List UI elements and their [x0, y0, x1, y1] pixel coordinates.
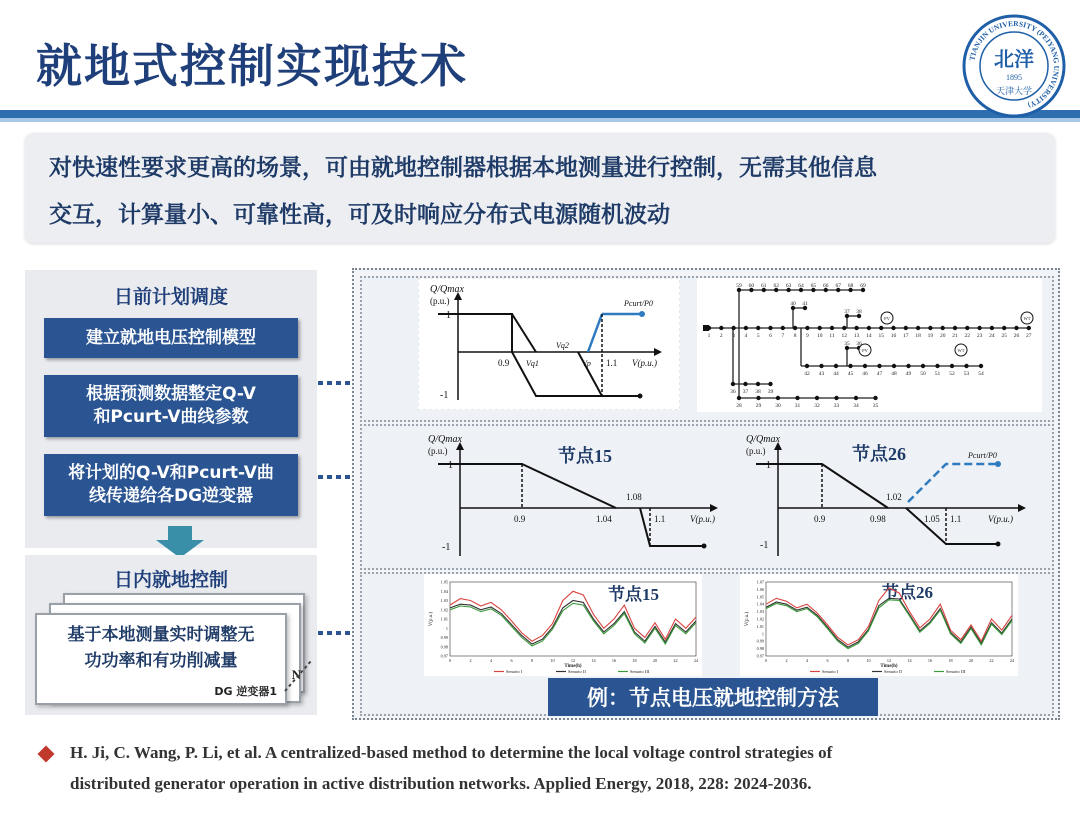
mid-branch-label: 46	[862, 371, 868, 377]
top-branch-label: 59	[736, 283, 742, 289]
x-tick-label: 4	[805, 658, 809, 663]
x-tick-label: 18	[632, 658, 637, 663]
top-branch-label: 69	[860, 283, 866, 289]
qv-x11: 1.1	[606, 358, 618, 368]
generator-label: PV	[884, 316, 890, 321]
n26-x098: 0.98	[870, 514, 886, 524]
n15-yneg1: -1	[442, 542, 451, 553]
main-bus-node	[768, 326, 772, 330]
top-branch-label: 65	[810, 283, 817, 289]
reference-line-2: distributed generator operation in active distribution networks. Applied Energy, 2018, 228: 2024-2036.	[70, 774, 812, 793]
inverter-card-line2: 功功率和有功削减量	[84, 650, 238, 671]
branch-36-node	[743, 382, 747, 386]
main-bus-label: 7	[781, 333, 785, 339]
qv-curve-diagram	[418, 278, 680, 410]
y-tick-label: 0.99	[756, 638, 764, 644]
top-branch-label: 67	[835, 283, 841, 289]
x-tick-label: 0	[448, 658, 452, 663]
main-bus-node	[842, 326, 846, 330]
n26-x11: 1.1	[950, 514, 962, 524]
main-bus-label: 2	[719, 333, 723, 339]
x-tick-label: 16	[611, 658, 617, 663]
branch-35-label: 36	[856, 341, 862, 347]
n15-title: 节点15	[558, 446, 612, 466]
y-tick-label: 1.01	[756, 623, 764, 629]
n26-ylabel: Q/Qmax	[746, 434, 780, 445]
intro-line-1: 对快速性要求更高的场景，可由就地控制器根据本地测量进行控制，无需其他信息	[49, 155, 877, 181]
generator-label: WT	[1023, 316, 1031, 321]
bottom-branch-label: 34	[853, 403, 859, 409]
main-bus-label: 19	[927, 333, 934, 339]
inverter-card-label: DG 逆变器1	[214, 685, 277, 698]
step-send-curves-line2: 线传递给各DG逆变器	[88, 486, 254, 506]
main-bus-node	[744, 326, 748, 330]
intro-box	[25, 133, 1055, 243]
mid-branch-label: 49	[905, 371, 912, 377]
main-bus-label: 6	[769, 333, 772, 339]
y-tick-label: 1.04	[440, 588, 448, 594]
main-bus-node	[1014, 326, 1018, 330]
main-bus-node	[928, 326, 932, 330]
main-bus-node	[977, 326, 981, 330]
qv-yunit: (p.u.)	[430, 296, 450, 306]
main-bus-label: 16	[890, 333, 897, 339]
n15-x09: 0.9	[514, 514, 526, 524]
branch-37-label: 38	[856, 309, 862, 315]
logo-year: 1895	[1006, 73, 1022, 82]
n15-x108: 1.08	[626, 492, 642, 502]
bottom-branch-node	[795, 396, 799, 400]
main-bus-node	[953, 326, 957, 330]
y-tick-label: 1	[445, 625, 448, 631]
branch-36-label: 39	[767, 389, 774, 395]
intro-line-2: 交互，计算量小、可靠性高，可及时响应分布式电源随机波动	[49, 202, 670, 228]
y-tick-label: 1	[761, 631, 764, 637]
legend-label: Senario I	[506, 669, 523, 674]
bottom-branch-label: 32	[814, 403, 820, 409]
legend-label: Senario II	[884, 669, 902, 674]
mid-branch-label: 52	[949, 371, 955, 377]
y-axis-label: V(p.u.)	[429, 611, 434, 627]
generator-label: WT	[957, 348, 965, 353]
main-bus-label: 24	[989, 333, 995, 339]
page-title: 就地式控制实现技术	[36, 39, 468, 93]
step-send-curves-line1: 将计划的Q-V和Pcurt-V曲	[68, 463, 274, 484]
step-build-model	[44, 318, 298, 358]
mid-branch-label: 43	[818, 371, 825, 377]
x-tick-label: 8	[530, 658, 534, 663]
n26-xlabel: V(p.u.)	[988, 514, 1013, 524]
branch-40-label: 40	[790, 301, 796, 307]
main-bus-label: 9	[806, 333, 809, 339]
bottom-branch-node	[756, 396, 760, 400]
x-tick-label: 18	[948, 658, 953, 663]
step-send-curves	[44, 454, 298, 516]
step-set-curves-line1: 根据预测数据整定Q-V	[86, 384, 256, 405]
legend-label: Senario III	[946, 669, 966, 674]
n26-y1: 1	[766, 460, 771, 471]
top-branch-label: 62	[773, 283, 779, 289]
university-logo	[962, 14, 1066, 118]
bottom-branch-label: 30	[775, 403, 781, 409]
main-bus-node	[904, 326, 908, 330]
n26-x102: 1.02	[886, 492, 902, 502]
mid-branch-label: 45	[847, 371, 854, 377]
branch-35-label: 35	[844, 341, 850, 347]
x-tick-label: 6	[510, 658, 513, 663]
main-bus-node	[867, 326, 871, 330]
branch-36-node	[731, 382, 735, 386]
mid-branch-label: 53	[963, 371, 970, 377]
node15-curve	[418, 430, 718, 562]
y-tick-label: 1.01	[440, 616, 448, 622]
legend-label: Senario I	[822, 669, 839, 674]
qv-xv2: Vq2	[556, 341, 569, 350]
mid-branch-node	[979, 364, 983, 368]
main-bus-node	[805, 326, 809, 330]
branch-40-label: 41	[802, 301, 808, 307]
y-tick-label: 1.03	[440, 598, 448, 603]
main-bus-label: 13	[853, 333, 860, 339]
step-set-curves	[44, 375, 298, 437]
main-bus-node	[1027, 326, 1031, 330]
y-tick-label: 0.97	[756, 653, 764, 659]
logo-ring-text: TIANJIN UNIVERSITY (PEIYANG UNIVERSITY)	[967, 18, 1062, 111]
vchart0-title: 节点15	[608, 585, 659, 604]
main-bus-node	[965, 326, 969, 330]
main-bus-label: 23	[976, 333, 983, 339]
qv-yneg1: -1	[440, 390, 449, 401]
bottom-branch-node	[815, 396, 819, 400]
mid-branch-label: 51	[934, 371, 941, 377]
mid-branch-node	[950, 364, 954, 368]
y-tick-label: 0.98	[440, 644, 448, 650]
main-bus-label: 10	[816, 333, 823, 339]
x-axis-label: Time(h)	[880, 664, 898, 669]
step-set-curves-line2: 和Pcurt-V曲线参数	[93, 407, 249, 427]
n26-x09: 0.9	[814, 514, 826, 524]
mid-branch-node	[906, 364, 910, 368]
mid-branch-node	[848, 364, 852, 368]
x-tick-label: 22	[673, 658, 678, 663]
bottom-branch-label: 31	[794, 403, 801, 409]
main-bus-node	[879, 326, 883, 330]
y-axis-label: V(p.u.)	[745, 611, 750, 627]
x-tick-label: 24	[1009, 658, 1015, 663]
network-diagram	[697, 278, 1042, 412]
main-bus-label: 14	[866, 333, 872, 339]
x-tick-label: 10	[866, 658, 871, 663]
n26-yunit: (p.u.)	[746, 446, 766, 456]
mid-branch-label: 47	[876, 371, 883, 377]
y-tick-label: 0.99	[440, 635, 448, 640]
y-tick-label: 1.05	[756, 594, 764, 600]
qv-pcurt: Pcurt/P0	[624, 299, 653, 308]
y-tick-label: 1.03	[756, 609, 764, 615]
bottom-branch-node	[834, 396, 838, 400]
title-rule	[0, 110, 1080, 118]
branch-36-node	[768, 382, 772, 386]
main-bus-label: 15	[878, 333, 884, 339]
mid-branch-label: 42	[804, 371, 810, 377]
x-tick-label: 20	[968, 658, 974, 663]
mid-branch-node	[877, 364, 881, 368]
main-bus-node	[1002, 326, 1006, 330]
y-tick-label: 1.07	[756, 579, 764, 585]
top-branch-label: 66	[823, 283, 829, 289]
top-branch-label: 68	[847, 283, 854, 289]
intraday-title: 日内就地控制	[113, 569, 228, 591]
y-tick-label: 0.97	[440, 653, 448, 659]
main-bus-label: 27	[1026, 333, 1032, 339]
bottom-branch-label: 35	[872, 403, 879, 409]
x-tick-label: 0	[764, 658, 768, 663]
node26-voltage-chart	[740, 574, 1018, 676]
inverter-card-line1: 基于本地测量实时调整无	[67, 625, 255, 645]
qv-xvp: Vp	[582, 359, 591, 368]
dotted-link-icon	[283, 655, 317, 695]
n26-title: 节点26	[852, 444, 906, 464]
inverter-count-label: N	[291, 667, 301, 682]
main-bus-node	[731, 326, 735, 330]
mid-branch-label: 54	[978, 371, 984, 377]
n15-x104: 1.04	[596, 514, 612, 524]
reference-line-1: H. Ji, C. Wang, P. Li, et al. A centralized-based method to determine the local voltage control strategies of	[70, 743, 833, 762]
qv-xv1: Vq1	[526, 359, 539, 368]
main-bus-node	[719, 326, 723, 330]
dayahead-panel	[25, 270, 317, 548]
x-tick-label: 10	[550, 658, 555, 663]
y-tick-label: 1.05	[440, 579, 448, 585]
main-bus-label: 25	[1001, 333, 1007, 339]
node26-curve	[736, 430, 1036, 562]
legend-label: Senario III	[630, 669, 650, 674]
n15-yunit: (p.u.)	[428, 446, 448, 456]
x-tick-label: 12	[886, 658, 892, 663]
top-branch-label: 61	[761, 283, 767, 289]
y-tick-label: 0.98	[756, 646, 764, 652]
mid-branch-node	[964, 364, 968, 368]
mid-branch-node	[805, 364, 809, 368]
main-bus-node	[891, 326, 895, 330]
mid-branch-label: 48	[891, 371, 897, 377]
x-tick-label: 12	[570, 658, 576, 663]
mid-branch-node	[819, 364, 823, 368]
node15-voltage-chart	[424, 574, 702, 676]
main-bus-node	[818, 326, 822, 330]
n26-yneg1: -1	[760, 540, 769, 551]
branch-36-label: 38	[755, 389, 761, 395]
top-branch-label: 60	[748, 283, 755, 289]
x-tick-label: 6	[826, 658, 829, 663]
x-tick-label: 2	[785, 658, 788, 663]
mid-branch-node	[834, 364, 838, 368]
branch-36-node	[756, 382, 760, 386]
x-tick-label: 24	[693, 658, 699, 663]
main-bus-label: 3	[732, 333, 735, 339]
main-bus-label: 11	[829, 333, 835, 339]
example-label: 例：节点电压就地控制方法	[548, 678, 878, 716]
main-bus-node	[756, 326, 760, 330]
main-bus-label: 26	[1013, 333, 1020, 339]
y-tick-label: 1.02	[440, 607, 448, 613]
main-bus-label: 21	[952, 333, 958, 339]
main-bus-node	[916, 326, 920, 330]
x-tick-label: 20	[652, 658, 658, 663]
branch-36-label: 37	[742, 389, 749, 395]
x-tick-label: 2	[469, 658, 472, 663]
main-bus-label: 18	[915, 333, 921, 339]
bottom-branch-label: 29	[755, 403, 762, 409]
x-tick-label: 8	[846, 658, 850, 663]
qv-x09: 0.9	[498, 358, 510, 368]
vchart1-title: 节点26	[882, 583, 933, 602]
intraday-panel	[25, 555, 317, 715]
dayahead-title: 日前计划调度	[113, 286, 228, 308]
main-bus-label: 17	[903, 333, 909, 339]
title-rule-light	[0, 118, 1080, 122]
x-tick-label: 22	[989, 658, 994, 663]
branch-36-label: 36	[730, 389, 736, 395]
y-tick-label: 1.02	[756, 616, 764, 622]
x-axis-label: Time(h)	[564, 664, 582, 669]
n15-y1: 1	[448, 460, 453, 471]
generator-label: PV	[862, 348, 868, 353]
main-bus-label: 12	[841, 333, 848, 339]
n15-xlabel: V(p.u.)	[690, 514, 715, 524]
bottom-branch-node	[737, 396, 741, 400]
main-bus-node	[854, 326, 858, 330]
logo-center: 北洋	[994, 49, 1034, 71]
bottom-branch-node	[873, 396, 877, 400]
logo-bottom: 天津大学	[995, 86, 1033, 96]
mid-branch-label: 44	[833, 371, 839, 377]
mid-branch-node	[892, 364, 896, 368]
x-tick-label: 16	[927, 658, 933, 663]
mid-branch-node	[921, 364, 925, 368]
n26-x105: 1.05	[924, 514, 940, 524]
y-tick-label: 1.04	[756, 601, 764, 607]
bottom-branch-node	[776, 396, 780, 400]
n15-x11: 1.1	[654, 514, 666, 524]
main-bus-node	[830, 326, 834, 330]
mid-branch-label: 50	[920, 371, 926, 377]
n15-ylabel: Q/Qmax	[428, 434, 462, 445]
main-bus-label: 22	[964, 333, 971, 339]
main-bus-node	[941, 326, 945, 330]
legend-label: Senario II	[568, 669, 586, 674]
mid-branch-node	[863, 364, 867, 368]
x-tick-label: 14	[907, 658, 912, 663]
top-branch-label: 63	[785, 283, 792, 289]
bottom-branch-node	[854, 396, 858, 400]
y-tick-label: 1.06	[756, 586, 764, 592]
x-tick-label: 4	[489, 658, 493, 663]
inverter-card	[35, 613, 287, 705]
substation-icon	[703, 325, 709, 331]
top-branch-label: 64	[798, 283, 804, 289]
main-bus-node	[990, 326, 994, 330]
main-bus-label: 8	[793, 333, 797, 339]
main-bus-label: 1	[707, 333, 711, 339]
qv-y1: 1	[446, 310, 451, 321]
branch-37-label: 37	[844, 309, 850, 315]
mid-branch-node	[935, 364, 939, 368]
qv-xlabel: V(p.u.)	[632, 358, 657, 368]
main-bus-label: 5	[756, 333, 760, 339]
n26-pcurt: Pcurt/P0	[968, 451, 997, 460]
reference-bullet-icon	[38, 746, 55, 763]
step-build-model-label: 建立就地电压控制模型	[86, 327, 256, 348]
main-bus-node	[781, 326, 785, 330]
main-bus-node	[793, 326, 797, 330]
main-bus-label: 4	[744, 333, 748, 339]
main-bus-label: 20	[939, 333, 946, 339]
bottom-branch-label: 28	[736, 403, 742, 409]
qv-ylabel: Q/Qmax	[430, 284, 464, 295]
bottom-branch-label: 33	[833, 403, 840, 409]
x-tick-label: 14	[591, 658, 596, 663]
